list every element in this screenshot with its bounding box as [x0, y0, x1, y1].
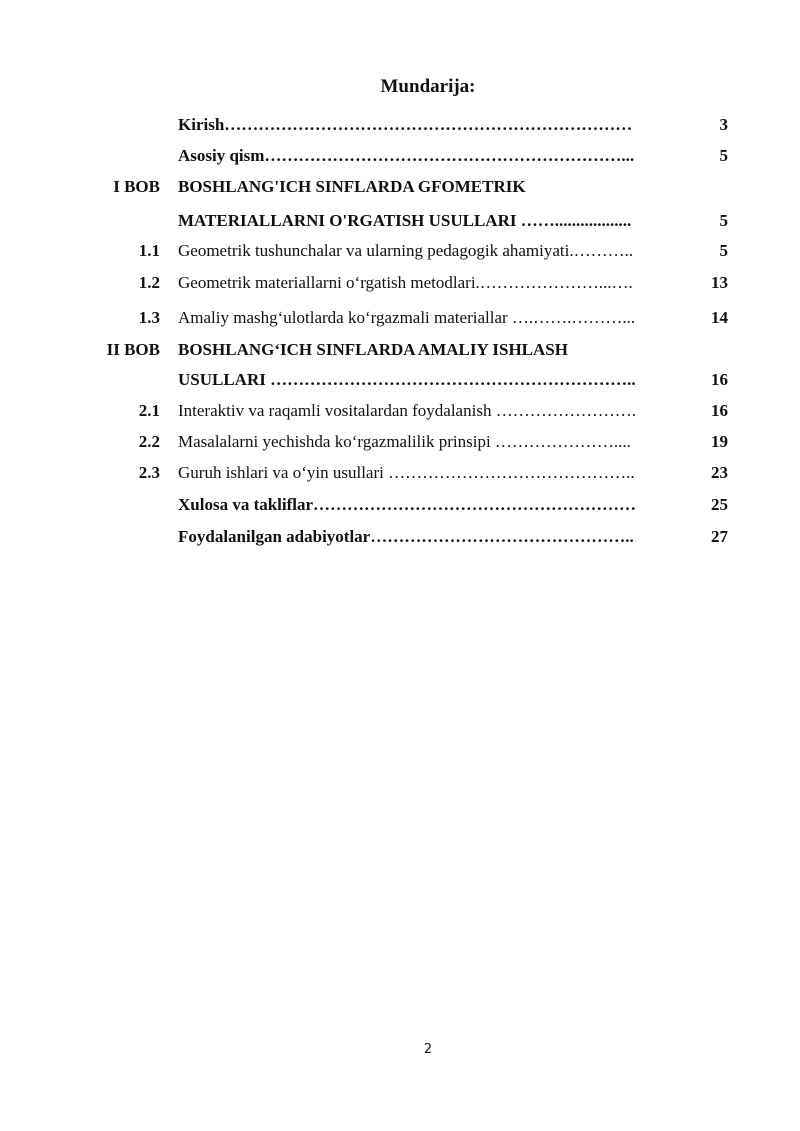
toc-title: BOSHLANG'ICH SINFLARDA GFOMETRIK — [178, 177, 526, 196]
toc-row — [0, 270, 800, 296]
toc-row — [0, 492, 800, 518]
toc-number: 1.2 — [138, 273, 160, 292]
toc-page-number: 13 — [711, 273, 728, 292]
toc-page-number: 3 — [719, 115, 728, 134]
toc-row — [0, 429, 800, 455]
toc-row — [0, 143, 800, 169]
toc-number: II BOB — [106, 340, 160, 359]
toc-row — [0, 460, 800, 486]
toc-row — [0, 398, 800, 424]
toc-page-number: 19 — [711, 432, 728, 451]
toc-number: 1.3 — [138, 308, 160, 327]
toc-row — [0, 174, 800, 200]
toc-number: I BOB — [113, 177, 160, 196]
toc-page-number: 5 — [719, 146, 728, 165]
toc-row — [0, 337, 800, 363]
toc-row — [0, 238, 800, 264]
toc-page-number: 25 — [711, 495, 728, 514]
toc-page-number: 16 — [711, 370, 728, 389]
toc-title: Interaktiv va raqamli vositalardan foydalanish ……………………. — [178, 401, 636, 420]
page-title: Mundarija: — [380, 76, 476, 97]
toc-title: Geometrik materiallarni o‘rgatish metodlari.…………………...…. — [178, 273, 633, 292]
toc-title: Kirish……………………………………………………………… — [178, 115, 633, 134]
toc-page-number: 16 — [711, 401, 728, 420]
toc-title: Geometrik tushunchalar va ularning pedagogik ahamiyati.……….. — [178, 241, 634, 260]
toc-row — [0, 367, 800, 393]
page-number-footer: 2 — [423, 1042, 433, 1057]
toc-number: 1.1 — [138, 241, 160, 260]
toc-title: Asosiy qism………………………………………………………... — [178, 146, 635, 165]
toc-title: Amaliy mashg‘ulotlarda ko‘rgazmali materiallar ….…….………... — [178, 308, 636, 327]
toc-title: Foydalanilgan adabiyotlar……………………………………….. — [178, 527, 634, 546]
toc-page-number: 14 — [711, 308, 728, 327]
toc-title: Xulosa va takliflar………………………………………………… — [178, 495, 637, 514]
toc-page-number: 23 — [711, 463, 728, 482]
toc-row — [0, 208, 800, 234]
toc-page-number: 5 — [719, 211, 728, 230]
toc-number: 2.1 — [138, 401, 160, 420]
toc-row — [0, 305, 800, 331]
toc-page-number: 27 — [711, 527, 728, 546]
toc-row — [0, 112, 800, 138]
toc-title: MATERIALLARNI O'RGATISH USULLARI …….................. — [178, 211, 632, 230]
toc-row — [0, 524, 800, 550]
toc-number: 2.2 — [138, 432, 160, 451]
toc-number: 2.3 — [138, 463, 160, 482]
toc-title: BOSHLANG‘ICH SINFLARDA AMALIY ISHLASH — [178, 340, 568, 359]
toc-title: Masalalarni yechishda ko‘rgazmalilik prinsipi ………………….... — [178, 432, 631, 451]
toc-title: USULLARI ……………………………………………………….. — [178, 370, 636, 389]
toc-title: Guruh ishlari va o‘yin usullari …………………………………….. — [178, 463, 635, 482]
toc-page-number: 5 — [719, 241, 728, 260]
